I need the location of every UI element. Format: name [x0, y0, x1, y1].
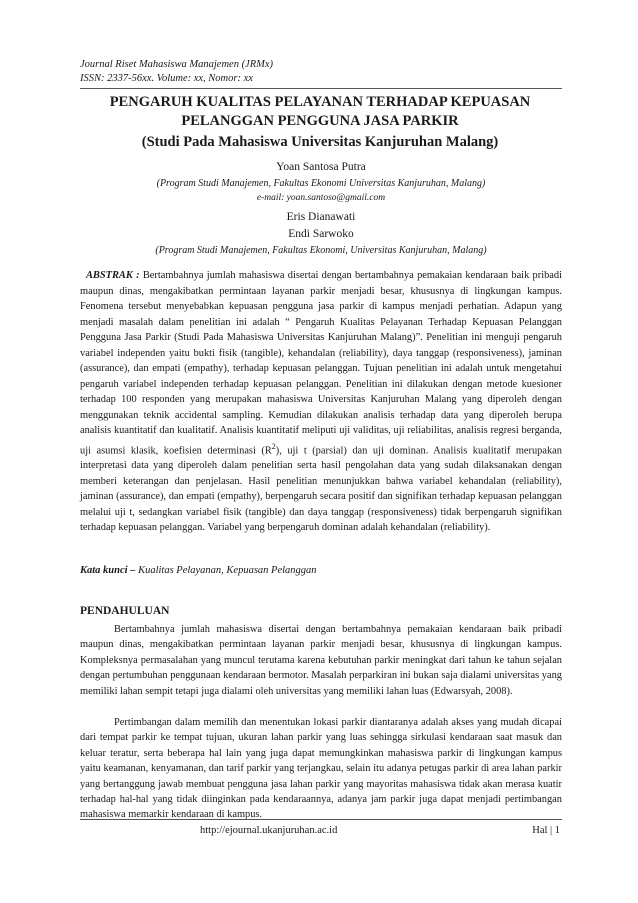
abstract: [80, 268, 562, 536]
title-line-2: PELANGGAN PENGGUNA JASA PARKIR: [181, 113, 459, 129]
abstract-text-1: Bertambahnya jumlah mahasiswa disertai dengan bertambahnya pemakaian kendaraan baik pribadi maupun dinas, mengakibatkan permintaan layanan parkir menjadi besar, khususnya di lingkungan kampus. Fenomena tersebut menyebabkan kepuasan pengguna jasa parkir di kampus menjadi perhatian. Adapun yang menjadi masalah dalam penelitian ini adalah “ Pengaruh Kualitas Pelayanan Terhadap Kepuasan Pelanggan Pengguna Jasa Parkir (Studi Pada Mahasiswa Universitas Kanjuruhan Malang)”. Penelitian ini menguji pengaruh variabel independen yaitu bukti fisik (tangible), kehandalan (reliability), daya tanggap (responsiveness), jaminan (assurance), dan empati (empathy), terhadap kepuasan pelanggan. Tujuan penelitian ini adalah untuk mengetahui pengaruh variabel independen terhadap kepuasan pelanggan. Penelitian ini dilakukan dengan metode kuesioner terhadap 100 responden yang merupakan mahasiswa Universitas Kanjuruhan Malang yang diperoleh dengan menggunakan teknik accidental sampling. Kemudian dilakukan analisis terhadap data yang diperoleh berupa analisis kuantitatif dan kualitatif. Analisis kuantitatif meliputi uji validitas, uji reliabilitas, analisis regresi berganda, uji asumsi klasik, koefisien determinasi (R: [80, 270, 562, 456]
abstract-label: ABSTRAK :: [86, 270, 140, 281]
section-heading: PENDAHULUAN: [80, 605, 170, 617]
paragraph-2: Pertimbangan dalam memilih dan menentukan lokasi parkir diantaranya adalah akses yang mudah dicapai dari tempat parkir ke tempat tujuan, ukuran lahan parkir yang luas sehingga sirkulasi kendaraan saat masuk dan keluar teratur, serta beberapa hal lain yang juga dapat memungkinkan mahasiswa parkir di lingkungan kampus yaitu keamanan, kenyamanan, dan tarif parkir yang terjangkau, selain itu adanya petugas parkir di area lahan parkir yang bertanggung jawab membuat pengguna jasa lahan parkir yang mayoritas mahasiswa tidak akan merasa kuatir terhadap hal-hal yang tidak diinginkan pada kendaraannya, adanya jam parkir juga dapat menjadi pertimbangan mahasiswa memarkir kendaraan di kampus.: [80, 717, 562, 821]
abstract-superscript: 2: [271, 441, 276, 451]
author-2: Eris Dianawati: [286, 211, 356, 223]
journal-header: [80, 58, 273, 86]
abstract-text-2: ), uji t (parsial) dan uji dominan. Analisis kualitatif merupakan interpretasi data yang diperoleh dalam penelitian serta hasil pengolahan data yang sudah dilaksanakan dengan memberi keterangan dan penjelasan. Hasil penelitian menunjukkan bahwa variabel kehandalan (reliability), jaminan (assurance), dan empati (empathy), berpengaruh secara positif dan signifikan terhadap kepuasan pelanggan melalui uji t, sedangkan variabel fisik (tangible) dan daya tanggap (responsiveness) tidak berpengaruh signifikan terhadap kepuasan pelanggan. Variabel yang berpengaruh dominan adalah kehandalan (reliability).: [80, 444, 562, 534]
email-1: e-mail: yoan.santoso@gmail.com: [256, 193, 386, 203]
title-line-3: (Studi Pada Mahasiswa Universitas Kanjuruhan Malang): [141, 134, 499, 150]
paragraph-1: Bertambahnya jumlah mahasiswa disertai dengan bertambahnya pemakaian kendaraan baik pribadi maupun dinas, mengakibatkan permintaan layanan parkir menjadi besar, khususnya di lingkungan kampus. Kompleksnya permasalahan yang muncul terutama karena kebutuhan parkir meningkat dari tahun ke tahun sejalan dengan pertumbuhan penggunaan kendaraan bermotor. Masalah perparkiran ini bukan saja dialami universitas yang memiliki lahan sempit tetapi juga dialami oleh universitas yang memiliki lahan luas (Edwarsyah, 2008).: [80, 624, 562, 697]
footer-rule: [80, 819, 562, 820]
journal-name: Journal Riset Mahasiswa Manajemen (JRMx): [80, 59, 274, 70]
footer-url: http://ejournal.ukanjuruhan.ac.id: [200, 825, 338, 836]
keywords-text: Kualitas Pelayanan, Kepuasan Pelanggan: [138, 565, 317, 576]
affiliation-1: (Program Studi Manajemen, Fakultas Ekonomi Universitas Kanjuruhan, Malang): [156, 178, 486, 189]
affiliation-2: (Program Studi Manajemen, Fakultas Ekonomi, Universitas Kanjuruhan, Malang): [155, 245, 487, 256]
author-1: Yoan Santosa Putra: [276, 161, 366, 173]
keywords: [80, 565, 317, 576]
page-number: Hal | 1: [532, 825, 560, 836]
journal-issn: ISSN: 2337-56xx. Volume: xx, Nomor: xx: [80, 73, 253, 84]
keywords-label: Kata kunci –: [80, 565, 136, 576]
author-3: Endi Sarwoko: [288, 228, 354, 240]
header-rule: [80, 88, 562, 89]
title-line-1: PENGARUH KUALITAS PELAYANAN TERHADAP KEPUASAN: [109, 94, 531, 110]
